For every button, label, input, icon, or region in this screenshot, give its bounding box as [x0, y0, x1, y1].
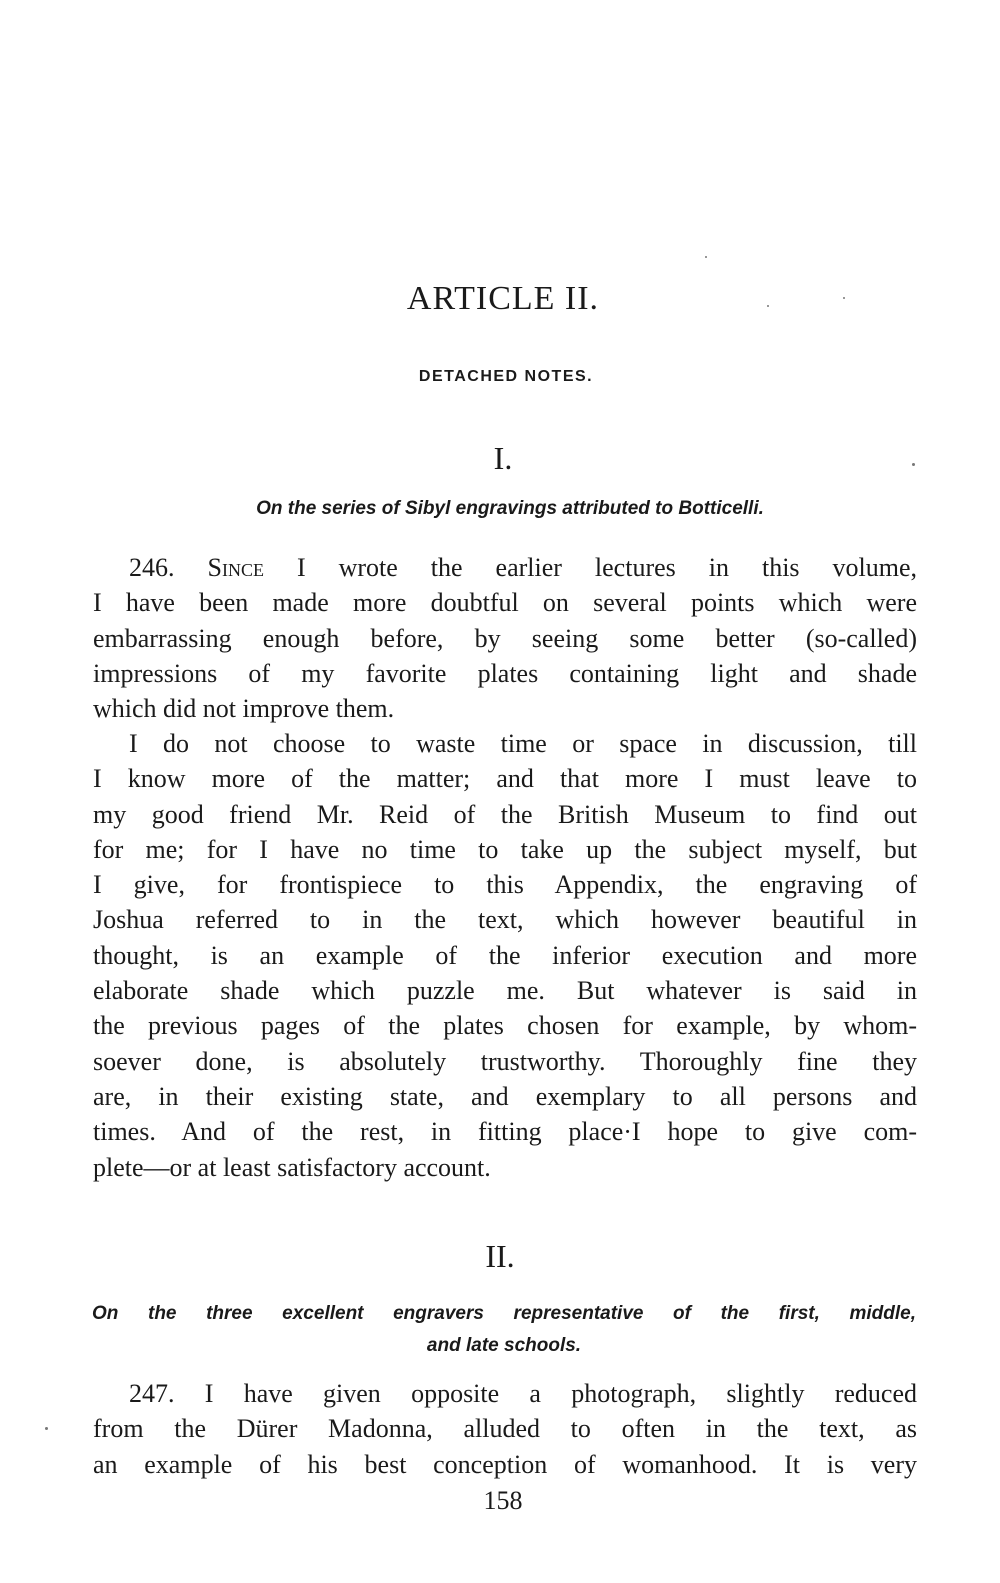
scan-speck — [767, 305, 769, 307]
paragraph-line: Joshua referred to in the text, which however beautiful in — [93, 905, 917, 935]
paragraph-line: from the Dürer Madonna, alluded to often in the text, as — [93, 1414, 917, 1444]
paragraph-line: I give, for frontispiece to this Appendix, the engraving of — [93, 870, 917, 900]
paragraph-line: are, in their existing state, and exemplary to all persons and — [93, 1081, 917, 1111]
paragraph-line: plete—or at least satisfactory account. — [93, 1152, 491, 1182]
paragraph-line: the previous pages of the plates chosen for example, by whom- — [93, 1011, 917, 1041]
section-heading-line: and late schools. — [426, 1335, 582, 1356]
paragraph-line: my good friend Mr. Reid of the British Museum to find out — [93, 799, 917, 829]
article-subtitle: DETACHED NOTES. — [418, 368, 594, 385]
paragraph-line: for me; for I have no time to take up the subject myself, but — [93, 834, 917, 864]
paragraph-line: 247. I have given opposite a photograph, slightly reduced — [129, 1379, 917, 1408]
paragraph-line: embarrassing enough before, by seeing some better (so-called) — [93, 623, 917, 653]
section-heading-1: On the series of Sibyl engravings attributed to Botticelli. — [256, 498, 764, 519]
scan-speck — [45, 1427, 48, 1430]
paragraph-line: I have been made more doubtful on several points which were — [93, 588, 917, 618]
lead-word: Since — [207, 553, 264, 582]
paragraph-line: which did not improve them. — [93, 694, 395, 724]
paragraph-line: I do not choose to waste time or space in discussion, till — [129, 729, 917, 758]
paragraph-line: elaborate shade which puzzle me. But whatever is said in — [93, 976, 917, 1006]
paragraph-line: I know more of the matter; and that more I must leave to — [93, 764, 917, 794]
page-number: 158 — [483, 1486, 523, 1515]
paragraph-line: times. And of the rest, in fitting place·I hope to give com- — [93, 1117, 917, 1147]
section-heading-line: On the three excellent engravers representative of the first, middle, — [92, 1303, 916, 1324]
section-heading-2 — [92, 1298, 916, 1362]
paragraph-line: soever done, is absolutely trustworthy. Thoroughly fine they — [93, 1046, 917, 1076]
paragraph-line: an example of his best conception of womanhood. It is very — [93, 1449, 917, 1479]
paragraph-247 — [93, 1376, 917, 1482]
scan-speck — [843, 297, 845, 299]
scan-speck — [705, 256, 707, 258]
paragraph-246 — [93, 550, 917, 726]
paragraph-line: thought, is an example of the inferior execution and more — [93, 940, 917, 970]
section-numeral-1: I. — [493, 440, 513, 476]
section-numeral-2: II. — [485, 1238, 515, 1274]
paragraph-line: 246. Since I wrote the earlier lectures in this volume, — [129, 553, 918, 582]
paragraph-line: impressions of my favorite plates containing light and shade — [93, 658, 917, 688]
paragraph-number: 246. — [129, 553, 175, 582]
scan-speck — [912, 463, 915, 466]
paragraph-frontispiece — [93, 726, 917, 1185]
article-title: ARTICLE II. — [406, 280, 600, 317]
